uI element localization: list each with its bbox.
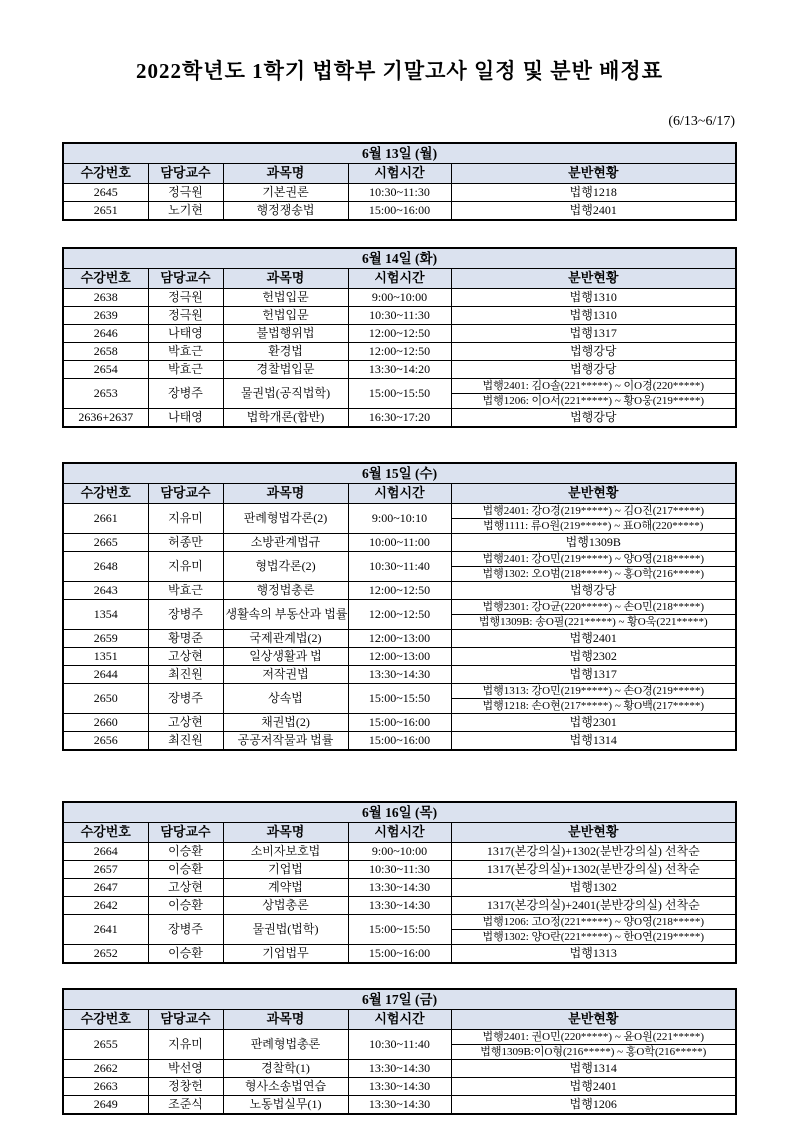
- day-title: 6월 16일 (목): [63, 802, 736, 823]
- table-row: [63, 843, 736, 861]
- exam-day-table: [62, 801, 737, 964]
- column-header: 분반현황: [451, 484, 736, 504]
- cell-code: 1354: [63, 600, 148, 630]
- table-row: [63, 361, 736, 379]
- column-header: 수강번호: [63, 164, 148, 184]
- cell-code: 2660: [63, 714, 148, 732]
- cell-subject: 상법총론: [223, 897, 348, 915]
- day-header-row: [63, 248, 736, 269]
- cell-code: 2656: [63, 732, 148, 751]
- cell-assignment: 법행2401: [451, 1078, 736, 1096]
- column-header: 과목명: [223, 164, 348, 184]
- cell-professor: 지유미: [148, 1030, 223, 1060]
- column-header: 과목명: [223, 823, 348, 843]
- column-header: 시험시간: [348, 1010, 451, 1030]
- cell-subject: 기업법무: [223, 945, 348, 964]
- cell-code: 2654: [63, 361, 148, 379]
- column-header: 담당교수: [148, 164, 223, 184]
- cell-code: 2641: [63, 915, 148, 945]
- table-row: [63, 861, 736, 879]
- column-header: 시험시간: [348, 484, 451, 504]
- cell-code: 2658: [63, 343, 148, 361]
- column-header: 담당교수: [148, 823, 223, 843]
- cell-professor: 고상현: [148, 648, 223, 666]
- table-row: [63, 552, 736, 567]
- cell-time: 15:00~16:00: [348, 732, 451, 751]
- cell-assignment: 법행1206: 고O정(221*****) ~ 양O영(218*****): [451, 915, 736, 930]
- cell-assignment: 법행1218: [451, 184, 736, 202]
- table-row: [63, 582, 736, 600]
- cell-subject: 채권법(2): [223, 714, 348, 732]
- cell-code: 2655: [63, 1030, 148, 1060]
- cell-assignment: 법행2401: [451, 202, 736, 221]
- table-row: [63, 732, 736, 751]
- cell-code: 2659: [63, 630, 148, 648]
- cell-professor: 정창헌: [148, 1078, 223, 1096]
- table-row: [63, 534, 736, 552]
- cell-assignment: 1317(본강의실)+1302(분반강의실) 선착순: [451, 843, 736, 861]
- cell-subject: 소방관계법규: [223, 534, 348, 552]
- exam-day-table: [62, 142, 737, 221]
- cell-assignment: 법행2401: 김O솔(221*****) ~ 이O경(220*****): [451, 379, 736, 394]
- table-row: [63, 1030, 736, 1045]
- cell-code: 1351: [63, 648, 148, 666]
- column-header: 과목명: [223, 484, 348, 504]
- column-header-row: [63, 269, 736, 289]
- cell-subject: 경찰법입문: [223, 361, 348, 379]
- table-row: [63, 897, 736, 915]
- table-row: [63, 648, 736, 666]
- cell-professor: 이승환: [148, 945, 223, 964]
- cell-assignment: 법행강당: [451, 343, 736, 361]
- cell-professor: 이승환: [148, 843, 223, 861]
- cell-professor: 조준식: [148, 1096, 223, 1115]
- column-header: 수강번호: [63, 823, 148, 843]
- cell-professor: 허종만: [148, 534, 223, 552]
- cell-assignment: 법행2301: [451, 714, 736, 732]
- table-row: [63, 504, 736, 519]
- cell-time: 15:00~15:50: [348, 915, 451, 945]
- column-header: 분반현황: [451, 269, 736, 289]
- cell-subject: 행정법총론: [223, 582, 348, 600]
- column-header: 수강번호: [63, 269, 148, 289]
- cell-subject: 헌법입문: [223, 307, 348, 325]
- cell-professor: 나태영: [148, 409, 223, 428]
- cell-time: 9:00~10:00: [348, 843, 451, 861]
- cell-code: 2653: [63, 379, 148, 409]
- page-title: 2022학년도 1학기 법학부 기말고사 일정 및 분반 배정표: [136, 59, 663, 83]
- cell-code: 2644: [63, 666, 148, 684]
- table-row: [63, 379, 736, 394]
- cell-time: 12:00~12:50: [348, 343, 451, 361]
- cell-code: 2645: [63, 184, 148, 202]
- cell-subject: 생활속의 부동산과 법률: [223, 600, 348, 630]
- cell-professor: 장병주: [148, 915, 223, 945]
- cell-assignment: 법행1206: [451, 1096, 736, 1115]
- cell-code: 2638: [63, 289, 148, 307]
- cell-assignment: 법행1302: 오O범(218*****) ~ 홍O학(216*****): [451, 567, 736, 582]
- table-row: [63, 1060, 736, 1078]
- cell-code: 2646: [63, 325, 148, 343]
- cell-professor: 고상현: [148, 879, 223, 897]
- cell-subject: 법학개론(합반): [223, 409, 348, 428]
- cell-time: 16:30~17:20: [348, 409, 451, 428]
- cell-subject: 물권법(공직법학): [223, 379, 348, 409]
- cell-subject: 형사소송법연습: [223, 1078, 348, 1096]
- cell-code: 2648: [63, 552, 148, 582]
- cell-assignment: 법행1302: [451, 879, 736, 897]
- cell-subject: 저작권법: [223, 666, 348, 684]
- cell-professor: 지유미: [148, 504, 223, 534]
- table-row: [63, 307, 736, 325]
- column-header: 분반현황: [451, 164, 736, 184]
- cell-subject: 경찰학(1): [223, 1060, 348, 1078]
- day-header-row: [63, 989, 736, 1010]
- table-row: [63, 666, 736, 684]
- cell-code: 2649: [63, 1096, 148, 1115]
- cell-subject: 형법각론(2): [223, 552, 348, 582]
- column-header: 수강번호: [63, 1010, 148, 1030]
- cell-professor: 박효근: [148, 343, 223, 361]
- cell-assignment: 1317(본강의실)+2401(분반강의실) 선착순: [451, 897, 736, 915]
- cell-code: 2661: [63, 504, 148, 534]
- cell-code: 2662: [63, 1060, 148, 1078]
- cell-professor: 정극원: [148, 307, 223, 325]
- cell-time: 9:00~10:00: [348, 289, 451, 307]
- cell-professor: 정극원: [148, 289, 223, 307]
- column-header-row: [63, 1010, 736, 1030]
- table-row: [63, 289, 736, 307]
- cell-professor: 나태영: [148, 325, 223, 343]
- cell-code: 2636+2637: [63, 409, 148, 428]
- cell-time: 13:30~14:30: [348, 1096, 451, 1115]
- cell-professor: 지유미: [148, 552, 223, 582]
- cell-professor: 박효근: [148, 361, 223, 379]
- cell-professor: 황명준: [148, 630, 223, 648]
- table-row: [63, 915, 736, 930]
- cell-time: 10:30~11:30: [348, 861, 451, 879]
- cell-subject: 불법행위법: [223, 325, 348, 343]
- cell-time: 13:30~14:30: [348, 1060, 451, 1078]
- cell-professor: 이승환: [148, 861, 223, 879]
- column-header: 시험시간: [348, 269, 451, 289]
- cell-time: 10:30~11:30: [348, 307, 451, 325]
- cell-assignment: 법행2401: 권O민(220*****) ~ 윤O원(221*****): [451, 1030, 736, 1045]
- cell-subject: 계약법: [223, 879, 348, 897]
- exam-day-table: [62, 462, 737, 751]
- cell-time: 12:00~13:00: [348, 630, 451, 648]
- cell-time: 12:00~12:50: [348, 600, 451, 630]
- column-header: 시험시간: [348, 164, 451, 184]
- cell-assignment: 법행1310: [451, 289, 736, 307]
- cell-assignment: 법행1111: 류O원(219*****) ~ 표O해(220*****): [451, 519, 736, 534]
- cell-time: 13:30~14:30: [348, 897, 451, 915]
- cell-subject: 상속법: [223, 684, 348, 714]
- cell-time: 12:00~12:50: [348, 582, 451, 600]
- cell-professor: 박효근: [148, 582, 223, 600]
- column-header-row: [63, 164, 736, 184]
- cell-assignment: 법행1302: 양O란(221*****) ~ 한O연(219*****): [451, 930, 736, 945]
- cell-professor: 노기현: [148, 202, 223, 221]
- cell-assignment: 법행2401: [451, 630, 736, 648]
- cell-subject: 노동법실무(1): [223, 1096, 348, 1115]
- cell-professor: 정극원: [148, 184, 223, 202]
- table-row: [63, 202, 736, 221]
- cell-assignment: 법행1310: [451, 307, 736, 325]
- cell-assignment: 법행2401: 강O경(219*****) ~ 김O진(217*****): [451, 504, 736, 519]
- table-row: [63, 1096, 736, 1115]
- cell-code: 2651: [63, 202, 148, 221]
- table-row: [63, 714, 736, 732]
- cell-professor: 장병주: [148, 379, 223, 409]
- column-header-row: [63, 484, 736, 504]
- column-header: 과목명: [223, 1010, 348, 1030]
- cell-time: 10:30~11:40: [348, 1030, 451, 1060]
- day-header-row: [63, 463, 736, 484]
- cell-professor: 고상현: [148, 714, 223, 732]
- cell-subject: 행정쟁송법: [223, 202, 348, 221]
- column-header: 담당교수: [148, 1010, 223, 1030]
- cell-assignment: 법행1317: [451, 666, 736, 684]
- cell-professor: 최진원: [148, 732, 223, 751]
- table-row: [63, 684, 736, 699]
- cell-subject: 헌법입문: [223, 289, 348, 307]
- table-row: [63, 879, 736, 897]
- cell-subject: 일상생활과 법: [223, 648, 348, 666]
- cell-assignment: 법행1317: [451, 325, 736, 343]
- cell-assignment: 법행1314: [451, 732, 736, 751]
- cell-assignment: 법행1309B:이O형(216*****) ~ 홍O학(216*****): [451, 1045, 736, 1060]
- cell-subject: 기본권론: [223, 184, 348, 202]
- table-row: [63, 1078, 736, 1096]
- cell-subject: 환경법: [223, 343, 348, 361]
- day-title: 6월 17일 (금): [63, 989, 736, 1010]
- cell-code: 2657: [63, 861, 148, 879]
- cell-subject: 판례형법총론: [223, 1030, 348, 1060]
- cell-code: 2642: [63, 897, 148, 915]
- cell-time: 13:30~14:30: [348, 666, 451, 684]
- table-row: [63, 945, 736, 964]
- cell-time: 15:00~15:50: [348, 684, 451, 714]
- cell-assignment: 법행2401: 강O민(219*****) ~ 양O영(218*****): [451, 552, 736, 567]
- cell-assignment: 법행1206: 이O서(221*****) ~ 황O웅(219*****): [451, 394, 736, 409]
- column-header: 분반현황: [451, 1010, 736, 1030]
- cell-time: 13:30~14:30: [348, 879, 451, 897]
- cell-subject: 기업법: [223, 861, 348, 879]
- cell-assignment: 법행2301: 강O균(220*****) ~ 손O민(218*****): [451, 600, 736, 615]
- cell-assignment: 법행1309B: 송O필(221*****) ~ 황O욱(221*****): [451, 615, 736, 630]
- cell-assignment: 법행1314: [451, 1060, 736, 1078]
- cell-code: 2663: [63, 1078, 148, 1096]
- cell-assignment: 법행강당: [451, 582, 736, 600]
- column-header: 수강번호: [63, 484, 148, 504]
- column-header: 분반현황: [451, 823, 736, 843]
- cell-assignment: 법행1313: 강O민(219*****) ~ 손O경(219*****): [451, 684, 736, 699]
- table-row: [63, 409, 736, 428]
- table-row: [63, 184, 736, 202]
- cell-subject: 국제관계법(2): [223, 630, 348, 648]
- cell-professor: 최진원: [148, 666, 223, 684]
- cell-subject: 물권법(법학): [223, 915, 348, 945]
- cell-code: 2639: [63, 307, 148, 325]
- exam-day-table: [62, 247, 737, 428]
- cell-time: 9:00~10:10: [348, 504, 451, 534]
- cell-assignment: 법행강당: [451, 361, 736, 379]
- cell-code: 2652: [63, 945, 148, 964]
- cell-time: 15:00~16:00: [348, 202, 451, 221]
- table-row: [63, 600, 736, 615]
- exam-day-table: [62, 988, 737, 1115]
- cell-professor: 장병주: [148, 684, 223, 714]
- table-row: [63, 343, 736, 361]
- day-header-row: [63, 143, 736, 164]
- cell-time: 13:30~14:20: [348, 361, 451, 379]
- cell-assignment: 법행1309B: [451, 534, 736, 552]
- cell-assignment: 법행1313: [451, 945, 736, 964]
- cell-time: 10:00~11:00: [348, 534, 451, 552]
- cell-subject: 판례형법각론(2): [223, 504, 348, 534]
- cell-time: 10:30~11:40: [348, 552, 451, 582]
- cell-code: 2643: [63, 582, 148, 600]
- cell-time: 15:00~16:00: [348, 714, 451, 732]
- cell-assignment: 법행강당: [451, 409, 736, 428]
- day-title: 6월 15일 (수): [63, 463, 736, 484]
- cell-time: 13:30~14:30: [348, 1078, 451, 1096]
- cell-code: 2650: [63, 684, 148, 714]
- cell-time: 15:00~15:50: [348, 379, 451, 409]
- column-header: 담당교수: [148, 484, 223, 504]
- day-title: 6월 13일 (월): [63, 143, 736, 164]
- column-header: 담당교수: [148, 269, 223, 289]
- date-range: (6/13~6/17): [668, 114, 735, 130]
- column-header: 시험시간: [348, 823, 451, 843]
- column-header-row: [63, 823, 736, 843]
- cell-code: 2665: [63, 534, 148, 552]
- cell-assignment: 법행2302: [451, 648, 736, 666]
- cell-assignment: 법행1218: 손O현(217*****) ~ 황O백(217*****): [451, 699, 736, 714]
- cell-code: 2647: [63, 879, 148, 897]
- cell-time: 12:00~12:50: [348, 325, 451, 343]
- table-row: [63, 630, 736, 648]
- day-header-row: [63, 802, 736, 823]
- cell-time: 10:30~11:30: [348, 184, 451, 202]
- column-header: 과목명: [223, 269, 348, 289]
- cell-subject: 소비자보호법: [223, 843, 348, 861]
- schedule-tables: [62, 142, 737, 1115]
- cell-professor: 장병주: [148, 600, 223, 630]
- cell-subject: 공공저작물과 법률: [223, 732, 348, 751]
- cell-professor: 이승환: [148, 897, 223, 915]
- cell-code: 2664: [63, 843, 148, 861]
- table-row: [63, 325, 736, 343]
- cell-time: 15:00~16:00: [348, 945, 451, 964]
- cell-professor: 박선영: [148, 1060, 223, 1078]
- cell-assignment: 1317(본강의실)+1302(분반강의실) 선착순: [451, 861, 736, 879]
- day-title: 6월 14일 (화): [63, 248, 736, 269]
- cell-time: 12:00~13:00: [348, 648, 451, 666]
